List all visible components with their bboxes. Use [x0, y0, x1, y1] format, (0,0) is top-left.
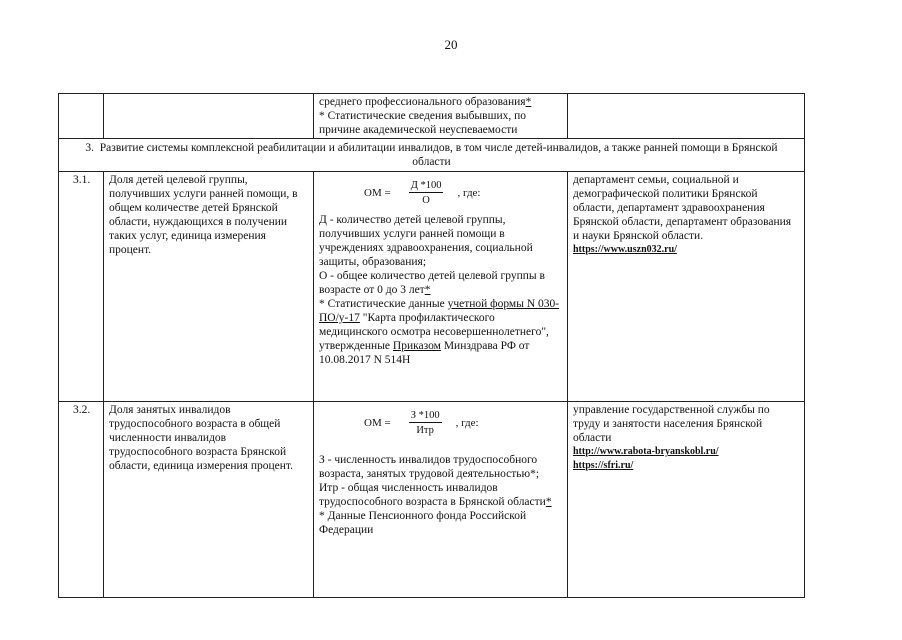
formula-denominator: О — [422, 194, 430, 206]
formula-numerator: Д *100 — [410, 179, 442, 191]
table-cell-number — [59, 94, 104, 139]
indicator-name: Доля детей целевой группы, получивших услуги ранней помощи, в общем количестве детей Брянской области, нуждающихся в получении таких услуг, единица измерения процент. — [104, 172, 314, 402]
formula-lhs: ОМ = — [364, 187, 391, 199]
website-link[interactable]: http://www.rabota-bryanskobl.ru/ — [573, 446, 719, 457]
table-cell-responsible — [568, 402, 805, 598]
row-number: 3.2. — [59, 402, 104, 598]
formula — [319, 403, 562, 443]
method-line: О - общее количество детей целевой группы в возрасте от 0 до 3 лет* — [319, 270, 545, 296]
formula-lhs: ОМ = — [364, 417, 391, 429]
indicator-name: Доля занятых инвалидов трудоспособного возраста в общей численности инвалидов трудоспособного возраста Брянской области, единица измерения процент. — [104, 402, 314, 598]
section-title — [59, 139, 805, 172]
table-row — [59, 172, 805, 402]
formula-suffix: , где: — [455, 417, 479, 429]
formula-fraction — [409, 410, 442, 437]
section-number: 3. — [85, 142, 95, 154]
footnote-star: * — [424, 284, 431, 296]
source-note: * Статистические данные учетной формы N 030-ПО/у-17 "Карта профилактического медицинского осмотра несовершеннолетнего", утвержденные Приказом Минздрава РФ от 10.08.2017 N 514Н — [319, 298, 560, 366]
responsible-text: управление государственной службы по труду и занятости населения Брянской области — [573, 404, 770, 444]
website-link[interactable]: https://www.uszn032.ru/ — [573, 244, 677, 255]
section-row — [59, 139, 805, 172]
table-cell-responsible — [568, 172, 805, 402]
formula-fraction — [409, 180, 444, 207]
footnote-star: * — [525, 96, 532, 108]
page-number: 20 — [444, 37, 458, 52]
method-text: среднего профессионального образования — [319, 96, 526, 108]
order-link[interactable]: Приказом — [392, 340, 441, 352]
table-row — [59, 402, 805, 598]
formula-suffix: , где: — [457, 187, 481, 199]
indicators-table — [58, 93, 805, 598]
table-cell-method — [314, 402, 568, 598]
form-link[interactable]: учетной формы N 030-ПО/у-17 — [319, 298, 560, 324]
table-cell-method — [314, 172, 568, 402]
source-note: * Данные Пенсионного фонда Российской Федерации — [319, 510, 527, 536]
formula-denominator: Итр — [416, 424, 434, 436]
table-cell-indicator — [104, 94, 314, 139]
table-cell-responsible — [568, 94, 805, 139]
footnote-star: * — [545, 496, 552, 508]
formula-numerator: З *100 — [410, 409, 440, 421]
table-cell-method — [314, 94, 568, 139]
method-line: З - численность инвалидов трудоспособного возраста, занятых трудовой деятельностью*; — [319, 454, 540, 480]
row-number: 3.1. — [59, 172, 104, 402]
responsible-text: департамент семьи, социальной и демографической политики Брянской области, департамент здравоохранения Брянской области, департамент образования и науки Брянской области. — [573, 174, 792, 242]
method-line: Д - количество детей целевой группы, получивших услуги ранней помощи в учреждениях здравоохранения, социальной защиты, образования; — [319, 214, 533, 268]
website-link[interactable]: https://sfri.ru/ — [573, 460, 634, 471]
formula — [319, 173, 562, 213]
section-title-text: Развитие системы комплексной реабилитации и абилитации инвалидов, в том числе детей-инвалидов, а также ранней помощи в Брянской области — [99, 142, 778, 168]
table-row — [59, 94, 805, 139]
source-note: * Статистические сведения выбывших, по причине академической неуспеваемости — [319, 110, 527, 136]
method-line: Итр - общая численность инвалидов трудоспособного возраста в Брянской области* — [319, 482, 552, 508]
